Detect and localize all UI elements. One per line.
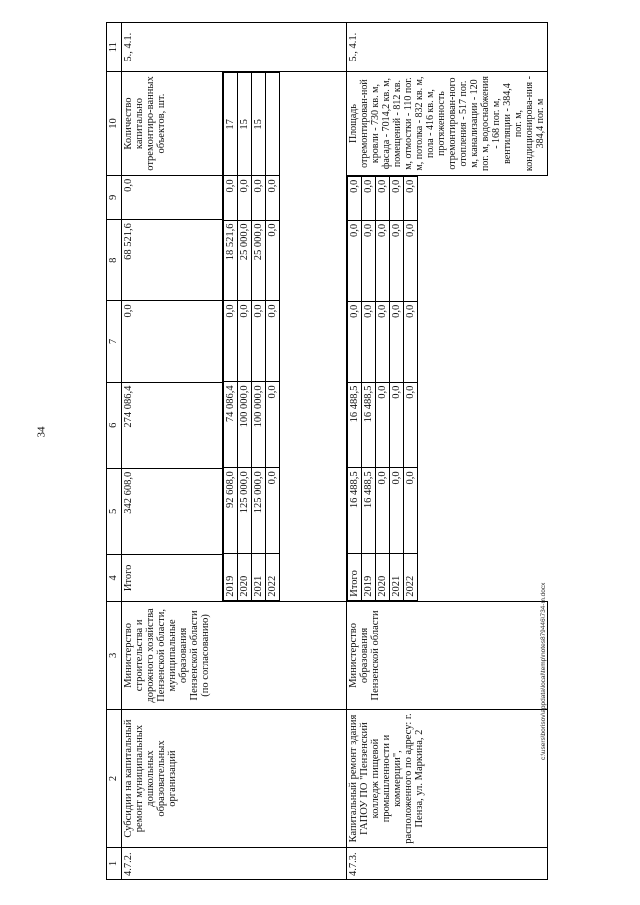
row-indicator: Площадь отремонтирован-ной кровли - 730 кв. м, фасада - 7014,2 кв. м, помещений - 812 кв. м, отмостки - 110 пог. м, потолка - 832 кв. м, пола - 416 кв. м, протяженность отремонтирован-ного отопления - 517 пог. м, канализации - 120 пог. м, водоснабжения - 168 пог. м, вентиляции - 384,4 пог. м, кондиционирова-ния - 384,4 пог. м [347,72,548,175]
value-cell: 0,0 [265,301,279,382]
row-name: Капитальный ремонт здания ГАПОУ ПО "Пензенский колледж пищевой промышленности и коммерции", расположенного по адресу: г. Пенза, ул. Маркина, 2 [347,710,548,848]
row-indicator: Количество капитально отремонтиро-ванных объектов, шт. [122,72,223,175]
value-cell: 0,0 [362,220,376,301]
budget-table [106,22,548,880]
value-cell: 18 521,6 [223,220,237,301]
year-subtable [347,176,418,601]
row-name: Субсидии на капитальный ремонт муниципальных дошкольных образовательных организаций [122,710,347,848]
table-row [347,23,548,880]
count-cell: 17 [223,73,237,176]
count-cell [265,73,279,176]
year-subtable-cell [347,175,548,601]
value-cell: 16 488,5 [348,468,362,554]
value-cell: 0,0 [404,468,418,554]
value-cell: 0,0 [376,468,390,554]
year-subtable [223,72,280,600]
row-ref: 5., 4.1. [122,23,347,72]
value-cell: 125 000,0 [237,468,251,554]
value-cell: 0,0 [223,301,237,382]
year-cell: 2022 [265,554,279,601]
year-cell: 2020 [237,554,251,601]
value-cell: 16 488,5 [348,382,362,468]
year-cell: 2021 [251,554,265,601]
value-cell: 0,0 [376,220,390,301]
rotated-table-wrapper [106,22,582,880]
value-cell: 0,0 [265,382,279,468]
value-cell: 0,0 [348,176,362,220]
year-cell: 2021 [390,554,404,601]
col-header-5: 5 [107,468,122,554]
value-cell: 0,0 [223,176,237,220]
value-cell: 274 086,4 [122,382,223,468]
value-cell: 0,0 [362,176,376,220]
value-cell: 0,0 [404,382,418,468]
value-cell: 0,0 [251,176,265,220]
year-cell: Итого [348,554,362,601]
col-header-3: 3 [107,601,122,709]
value-cell: 16 488,5 [362,468,376,554]
value-cell: 0,0 [390,468,404,554]
year-cell: 2020 [376,554,390,601]
footer-path: c:\users\borisov\appdata\local\temp\notes879446\734-m.docx [540,582,547,760]
row-ref: 5., 4.1. [347,23,548,72]
value-cell: 92 608,0 [223,468,237,554]
value-cell: 125 000,0 [251,468,265,554]
value-cell: 0,0 [390,382,404,468]
col-header-11: 11 [107,23,122,72]
value-cell: 0,0 [390,176,404,220]
value-cell: 0,0 [362,301,376,382]
header-row [107,23,122,880]
year-cell: Итого [122,554,223,601]
col-header-6: 6 [107,382,122,468]
value-cell: 74 086,4 [223,382,237,468]
value-cell: 0,0 [404,220,418,301]
value-cell: 0,0 [404,301,418,382]
col-header-2: 2 [107,710,122,848]
value-cell: 0,0 [376,176,390,220]
value-cell: 25 000,0 [237,220,251,301]
value-cell: 0,0 [390,301,404,382]
row-executor: Министерство образования Пензенской области [347,601,548,709]
year-subtable-cell [222,72,346,601]
value-cell: 0,0 [265,220,279,301]
page-number: 34 [35,426,48,438]
value-cell: 0,0 [348,301,362,382]
value-cell: 0,0 [265,468,279,554]
value-cell: 342 608,0 [122,468,223,554]
value-cell: 0,0 [122,301,223,382]
col-header-7: 7 [107,301,122,382]
year-cell: 2019 [362,554,376,601]
value-cell: 0,0 [376,382,390,468]
col-header-8: 8 [107,220,122,301]
value-cell: 0,0 [390,220,404,301]
value-cell: 25 000,0 [251,220,265,301]
value-cell: 100 000,0 [237,382,251,468]
col-header-4: 4 [107,554,122,601]
value-cell: 68 521,6 [122,220,223,301]
row-executor: Министерство строительства и дорожного хозяйства Пензенской области, муниципальные образования Пензенской области (по согласованию) [122,601,347,709]
value-cell: 0,0 [122,175,223,219]
row-number: 4.7.3. [347,848,548,880]
value-cell: 0,0 [237,176,251,220]
count-cell: 15 [251,73,265,176]
count-cell: 15 [237,73,251,176]
value-cell: 100 000,0 [251,382,265,468]
col-header-9: 9 [107,175,122,219]
value-cell: 16 488,5 [362,382,376,468]
value-cell: 0,0 [348,220,362,301]
value-cell: 0,0 [251,301,265,382]
value-cell: 0,0 [265,176,279,220]
year-cell: 2022 [404,554,418,601]
value-cell: 0,0 [376,301,390,382]
col-header-10: 10 [107,72,122,175]
row-number: 4.7.2. [122,848,347,880]
col-header-1: 1 [107,848,122,880]
value-cell: 0,0 [404,176,418,220]
table-row [122,23,223,880]
value-cell: 0,0 [237,301,251,382]
year-cell: 2019 [223,554,237,601]
